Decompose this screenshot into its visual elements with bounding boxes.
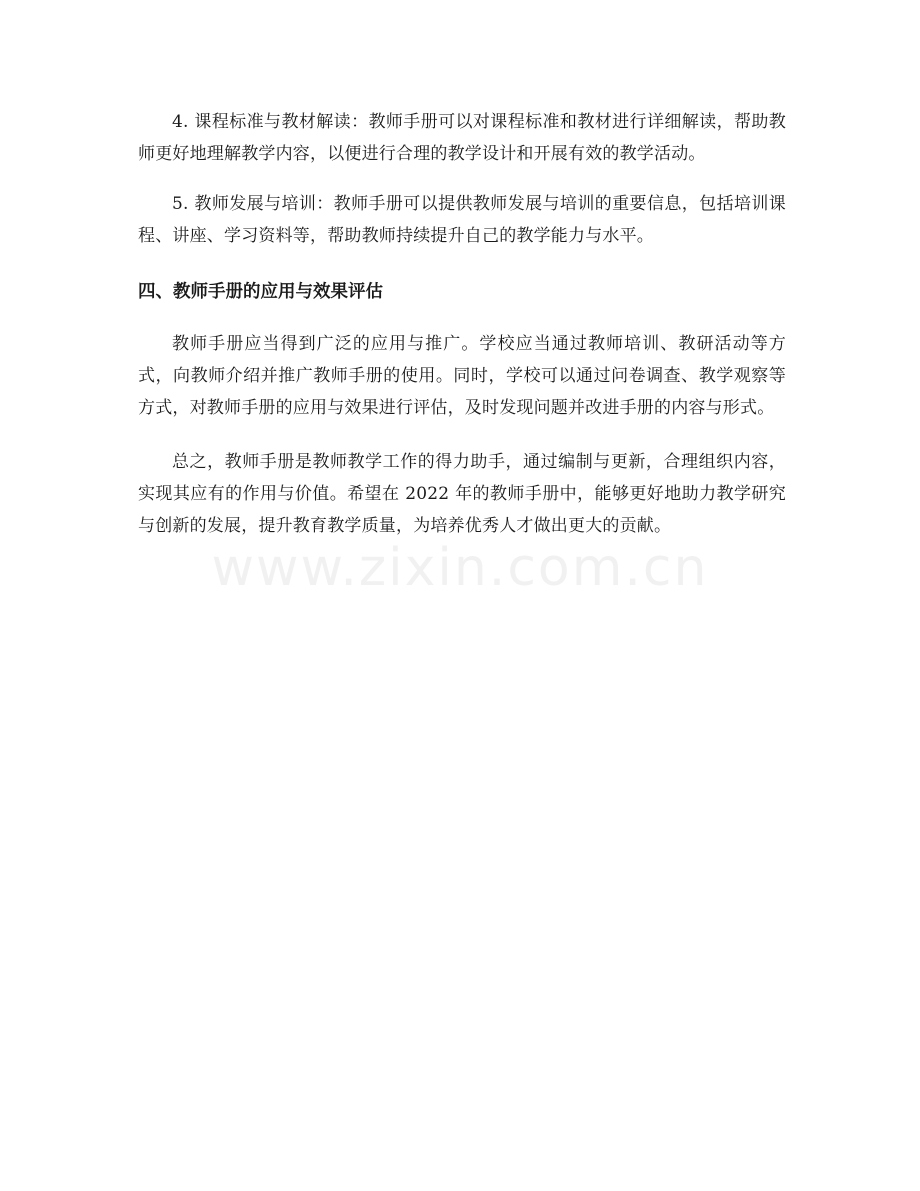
paragraph-teacher-development: 5. 教师发展与培训：教师手册可以提供教师发展与培训的重要信息，包括培训课程、讲座、学习资料等，帮助教师持续提升自己的教学能力与水平。 [138, 194, 786, 246]
document-body [138, 106, 786, 542]
watermark-text: www.zixin.com.cn [211, 538, 709, 598]
paragraph-curriculum-interpretation: 4. 课程标准与教材解读：教师手册可以对课程标准和教材进行详细解读，帮助教师更好地理解教学内容，以便进行合理的教学设计和开展有效的教学活动。 [138, 112, 786, 164]
paragraph-application: 教师手册应当得到广泛的应用与推广。学校应当通过教师培训、教研活动等方式，向教师介绍并推广教师手册的使用。同时，学校可以通过问卷调查、教学观察等方式，对教师手册的应用与效果进行评估，及时发现问题并改进手册的内容与形式。 [138, 334, 786, 418]
paragraph-conclusion: 总之，教师手册是教师教学工作的得力助手，通过编制与更新，合理组织内容，实现其应有的作用与价值。希望在 2022 年的教师手册中，能够更好地助力教学研究与创新的发展，提升教育教学质量，为培养优秀人才做出更大的贡献。 [138, 452, 786, 536]
section-heading: 四、教师手册的应用与效果评估 [138, 282, 383, 302]
